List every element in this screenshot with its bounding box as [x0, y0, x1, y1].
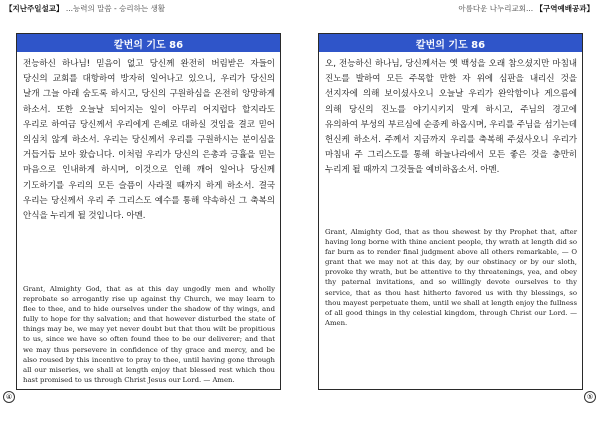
right-header-subtitle: 아름다운 나누리교회...	[458, 4, 534, 13]
right-english-prayer: Grant, Almighty God, that as thou shewest by thy Prophet that, after having long borne with thine ancient people, thy wrath at length did so far burn as to render final judgment above all others remarkable, — O grant that we may not at this day, by our obstinacy or by our sloth, provoke thy wrath, but be attentive to thy threatenings, yea, and obey thy paternal invitations, and so willingly devote ourselves to thy service, that as thou hast hitherto favored us with thy blessings, so thou mayest perpetuate them, until we shall at length enjoy the fullness of all good things in thy celestial kingdom, through Christ our Lord. — Amen.	[325, 228, 577, 327]
left-page-frame	[16, 33, 281, 390]
left-korean-prayer: 전능하신 하나님! 믿음이 없고 당신께 완전히 버림받은 자들이 당신의 교회를 대항하여 방자히 일어나고 있으니, 우리가 당신의 날개 그늘 아래 숨도록 하시고, 당신의 구원하심을 온전히 앙망하게 하소서. 또한 오늘날 되어지는 일이 아무리 어지럽다 할지라도 우리로 하여금 당신께서 우리에게 은혜로 대하실 것임을 결코 믿어 의심치 않게 하소서. 우리는 당신께서 우리를 구원하시는 분이심을 거듭거듭 보아 왔습니다. 이처럼 우리가 당신의 은총과 긍휼을 믿는 마음으로 인내하게 하시며, 이것으로 인해 깨어 일어나 당신께 기도하기를 우리의 모든 슬픔이 사라질 때까지 하게 하소서. 결국 우리는 당신께서 우리 주 그리스도 예수를 통해 약속하신 그 축복의 안식을 누리게 될 것입니다. 아멘.	[23, 59, 275, 222]
left-page-number: ④	[3, 391, 15, 403]
right-page-number: ⑤	[584, 391, 596, 403]
left-header-tag: 【지난주일설교】	[5, 4, 64, 13]
right-header-tag: 【구역예배공과】	[535, 4, 594, 13]
left-page-title: 칼번의 기도 86	[17, 34, 280, 52]
left-running-header	[5, 3, 165, 14]
right-page-frame	[318, 33, 583, 390]
left-header-subtitle: ...능력의 말씀 - 승리하는 생활	[65, 4, 165, 13]
right-page-title: 칼번의 기도 86	[319, 34, 582, 52]
left-english-prayer: Grant, Almighty God, that as at this day ungodly men and wholly reprobate so arrogantly rise up against thy Church, we may learn to flee to thee, and to hide ourselves under the shadow of thy wings, and fully to hope for thy salvation; and that however disturbed the state of things may be, we may yet never doubt but that thou wilt be propitious to us, since we have so often found thee to be our deliverer; and that we may thus persevere in confidence of thy grace and mercy, and be also roused by this incentive to pray to thee, until having gone through all our miseries, we shall at length enjoy that blessed rest which thou hast promised to us through Christ Jesus our Lord. — Amen.	[23, 285, 275, 384]
right-korean-prayer: 오, 전능하신 하나님, 당신께서는 옛 백성을 오래 참으셨지만 마침내 진노를 발하여 모든 주목할 만한 자 위에 심판을 내리신 것을 선지자에 의해 보이셨사오니 오늘날 우리가 완악함이나 게으름에 의해 당신의 진노를 야기시키지 말게 하시고, 주님의 경고에 유의하여 부성의 부르심에 순종케 하옵시며, 우리를 주님을 섬기는데 헌신케 하소서. 주께서 지금까지 우리를 축복해 주셨사오니 우리가 마침내 주 그리스도를 통해 하늘나라에서 모든 좋은 것을 충만히 누리게 될 때까지 그것들을 예비하옵소서. 아멘.	[325, 59, 577, 176]
right-running-header	[458, 3, 594, 14]
